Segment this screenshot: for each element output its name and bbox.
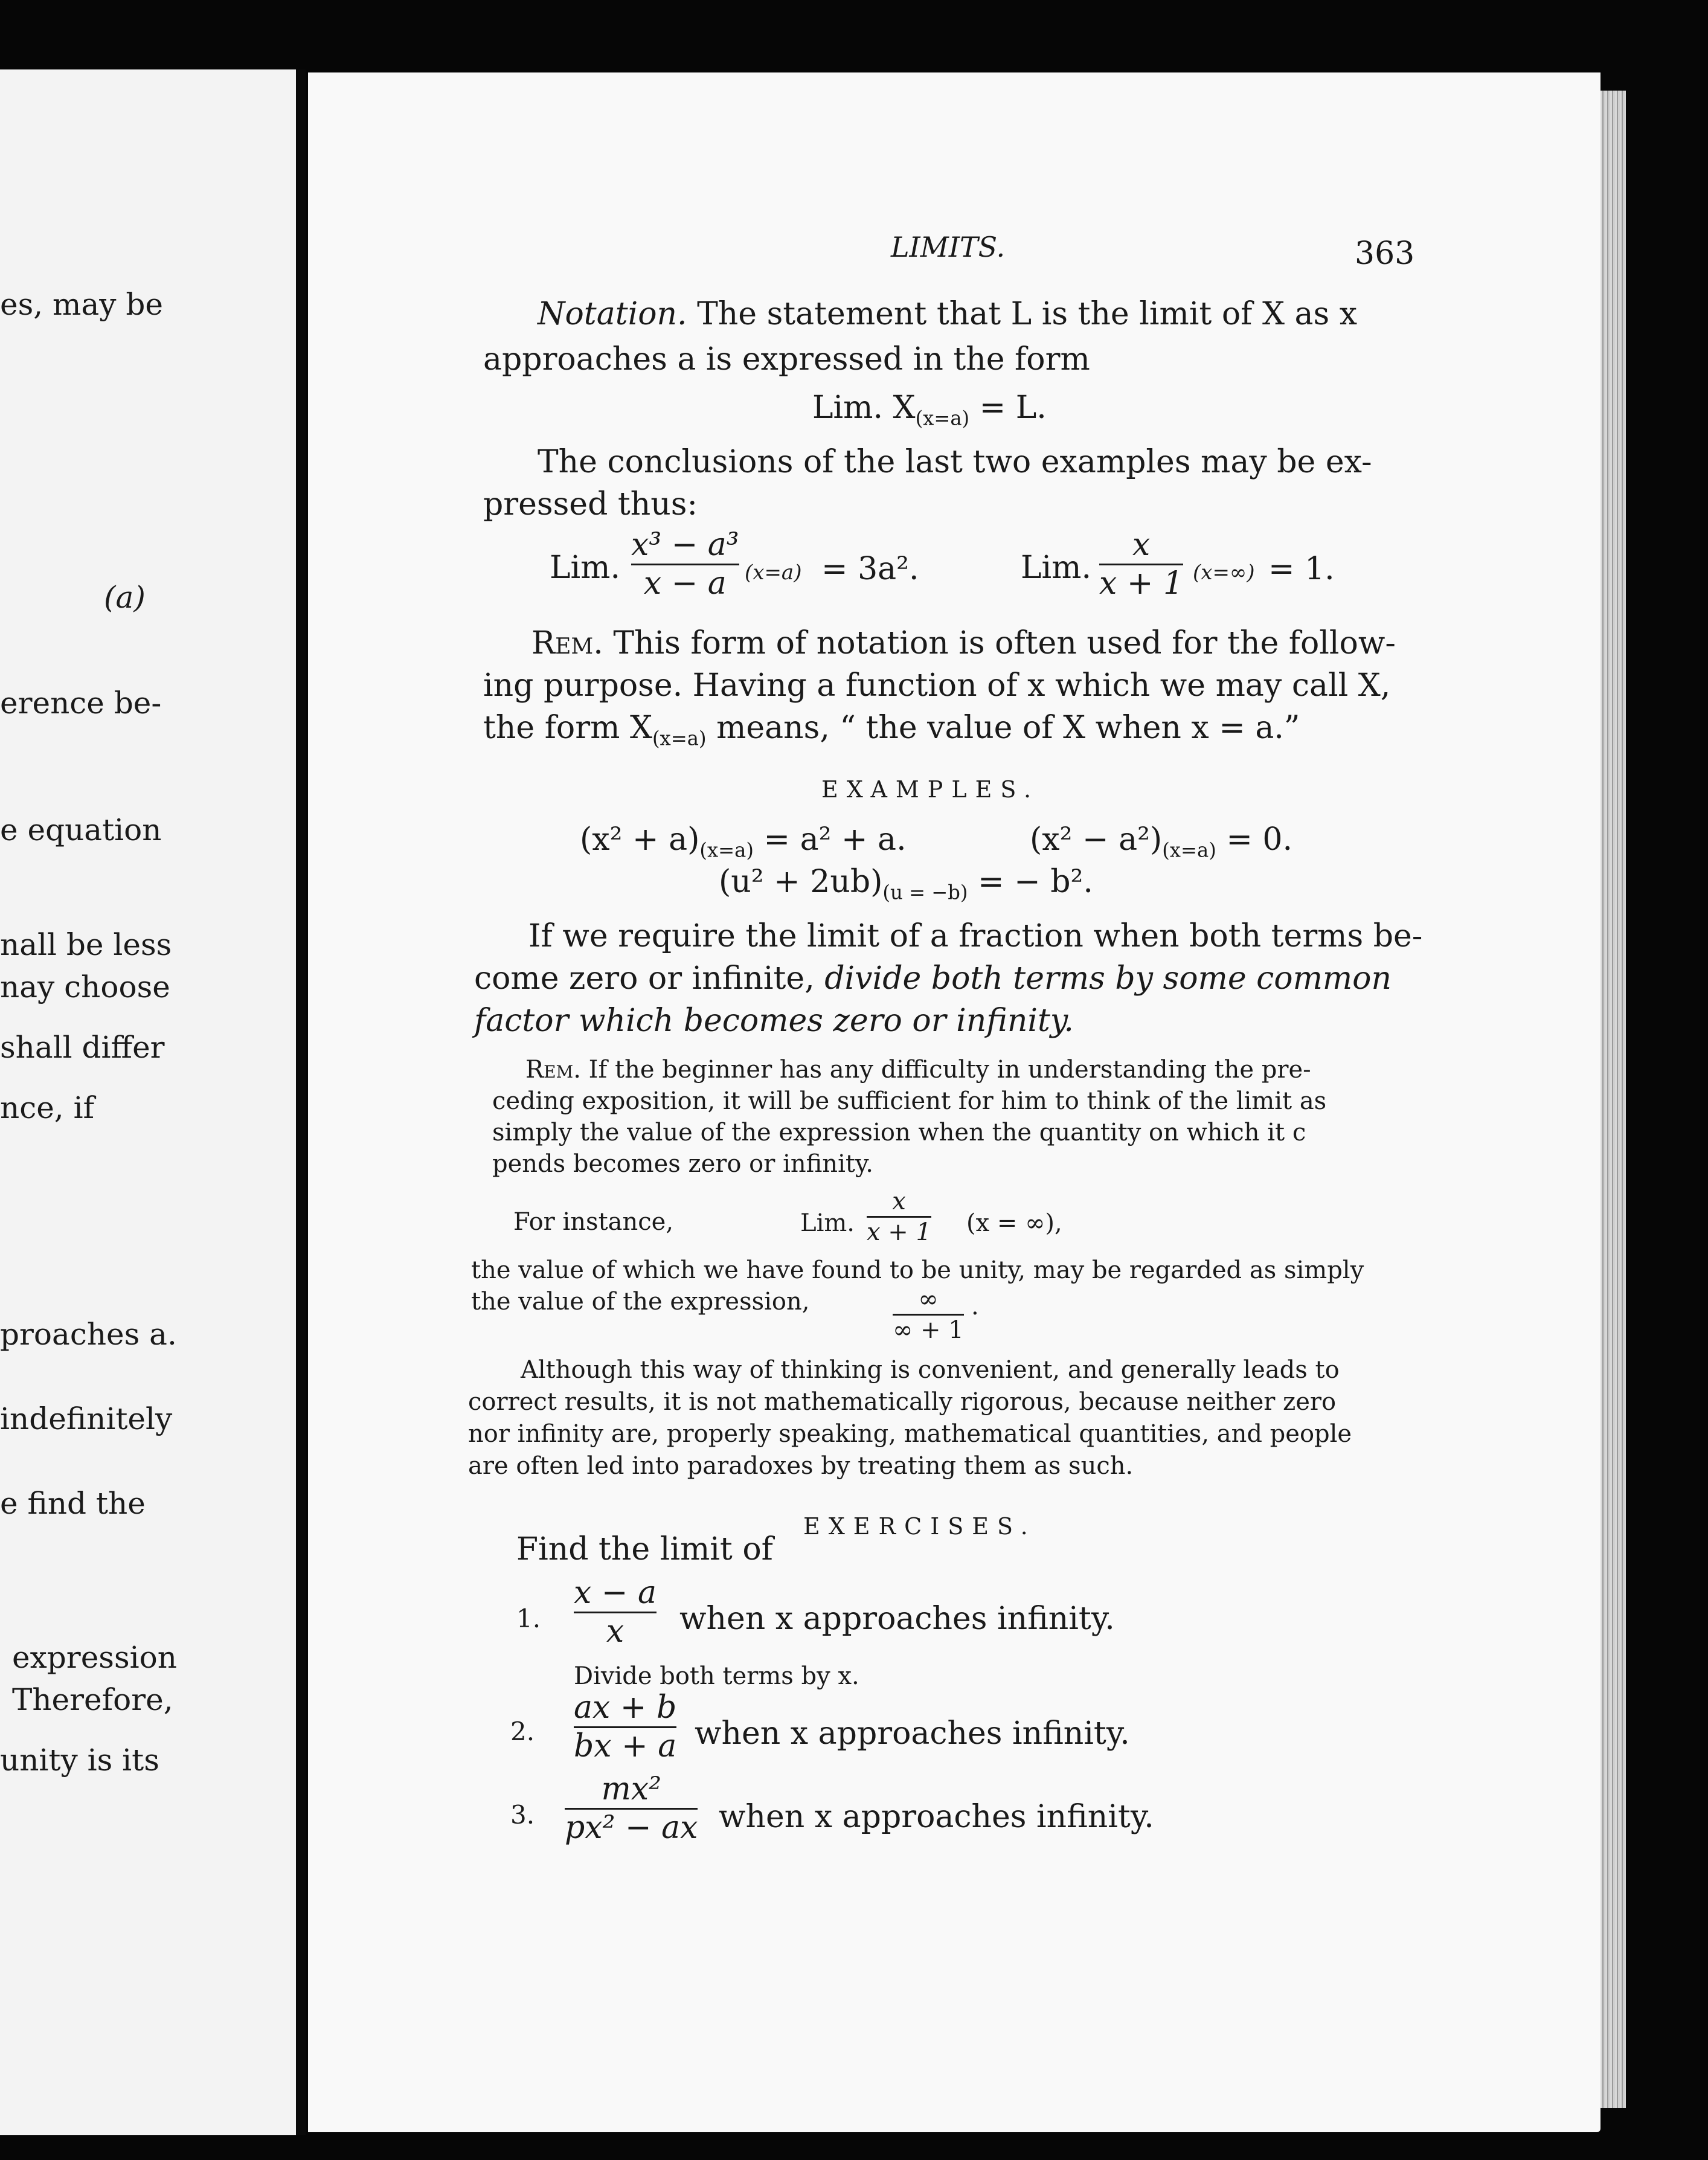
conclusions-line-2: pressed thus: xyxy=(483,486,698,522)
although-line-3: nor infinity are, properly speaking, mathematical quantities, and people xyxy=(468,1420,1352,1448)
left-line: nay choose xyxy=(0,969,170,1004)
fraction-denominator: x + 1 xyxy=(867,1218,931,1246)
page-number: 363 xyxy=(1355,236,1415,272)
formula-lead: Lim. X xyxy=(812,390,916,426)
notation-lead: Notation. xyxy=(538,296,687,332)
left-page xyxy=(0,69,296,2135)
notation-line-1 xyxy=(538,296,1357,332)
conclusions-line-1: The conclusions of the last two examples may be ex- xyxy=(538,444,1372,480)
remark-sub: (x=a) xyxy=(652,727,707,750)
notation-line-2: approaches a is expressed in the form xyxy=(483,341,1090,378)
example-expr: (x² − a²) xyxy=(1030,821,1163,858)
fraction-1 xyxy=(631,529,739,600)
fraction-denominator: x + 1 xyxy=(1099,565,1184,602)
fraction-numerator: x xyxy=(892,1188,906,1215)
instance-end: . xyxy=(971,1293,979,1320)
exercises-heading: EXERCISES. xyxy=(803,1513,1036,1540)
exercise-number: 2. xyxy=(510,1717,535,1746)
example-result: = − b². xyxy=(978,864,1093,900)
fraction-numerator: x³ − a³ xyxy=(631,527,739,563)
instance-expression xyxy=(893,1287,964,1343)
exercise-fraction xyxy=(565,1773,698,1844)
lim-condition-1: (x=a) xyxy=(745,561,802,585)
left-line: unity is its xyxy=(0,1743,159,1778)
fraction-numerator: mx² xyxy=(601,1771,661,1807)
exercise-number: 1. xyxy=(516,1604,541,1633)
example-expr: (x² + a) xyxy=(580,821,700,858)
exercise-text: when x approaches infinity. xyxy=(679,1601,1115,1637)
remark1-line-3 xyxy=(483,710,1300,750)
example-expr: (u² + 2ub) xyxy=(719,864,883,900)
rule-line-2 xyxy=(474,960,1392,997)
instance-line-3: the value of the expression, xyxy=(471,1288,810,1316)
remark-text: This form of notation is often used for the follow- xyxy=(613,625,1396,661)
rule-line-3: factor which becomes zero or infinity. xyxy=(474,1003,1074,1039)
remark1-line-1 xyxy=(531,625,1396,661)
rule-line-1: If we require the limit of a fraction when both terms be- xyxy=(528,918,1423,954)
example-3 xyxy=(719,864,1093,904)
although-line-1: Although this way of thinking is convenient, and generally leads to xyxy=(521,1356,1340,1384)
exercise-fraction xyxy=(574,1577,657,1648)
fraction-numerator: ax + b xyxy=(574,1689,677,1726)
fraction-2 xyxy=(1099,529,1183,600)
remark-lead: Rem. xyxy=(531,625,603,661)
example-sub: (x=a) xyxy=(1162,838,1216,862)
instance-condition: (x = ∞), xyxy=(966,1209,1062,1237)
exercise-hint: Divide both terms by x. xyxy=(574,1662,859,1690)
fraction-denominator: bx + a xyxy=(574,1728,677,1764)
lim-result-2: = 1. xyxy=(1268,551,1335,587)
lim-condition-2: (x=∞) xyxy=(1193,561,1255,585)
examples-heading: EXAMPLES. xyxy=(821,776,1040,803)
remark2-line-3: simply the value of the expression when the quantity on which it c xyxy=(492,1119,1306,1146)
fraction-denominator: x xyxy=(606,1613,624,1650)
lim-label-2: Lim. xyxy=(1021,550,1091,586)
lim-label-1: Lim. xyxy=(550,550,620,586)
remark-lead: Rem. xyxy=(525,1056,581,1084)
remark2-line-1 xyxy=(525,1056,1311,1084)
fraction-numerator: x − a xyxy=(574,1575,657,1611)
fraction-numerator: x xyxy=(1132,527,1151,563)
fraction-denominator: ∞ + 1 xyxy=(893,1316,964,1344)
left-line: shall differ xyxy=(0,1030,165,1065)
left-line: es, may be xyxy=(0,287,163,322)
remark2-line-2: ceding exposition, it will be sufficient for him to think of the limit as xyxy=(492,1087,1327,1115)
fraction-bar xyxy=(893,1314,964,1316)
left-line: erence be- xyxy=(0,686,162,721)
fraction-numerator: ∞ xyxy=(918,1285,939,1313)
rule-text: come zero or infinite, xyxy=(474,960,815,997)
formula-rest: = L. xyxy=(979,390,1047,426)
exercise-number: 3. xyxy=(510,1800,535,1830)
book-gutter xyxy=(296,69,306,2135)
rule-emphasis: divide both terms by some common xyxy=(824,960,1392,997)
instance-line-2: the value of which we have found to be unity, may be regarded as simply xyxy=(471,1256,1364,1284)
instance-fraction xyxy=(867,1189,931,1245)
example-result: = 0. xyxy=(1226,821,1293,858)
exercises-intro: Find the limit of xyxy=(516,1531,773,1567)
left-line: e find the xyxy=(0,1486,146,1521)
example-1 xyxy=(580,821,907,861)
remark2-line-4: pends becomes zero or infinity. xyxy=(492,1150,873,1178)
right-page xyxy=(308,72,1600,2132)
left-line: indefinitely xyxy=(0,1401,173,1436)
fraction-denominator: x − a xyxy=(643,565,727,602)
fraction-bar xyxy=(867,1216,931,1218)
example-result: = a² + a. xyxy=(763,821,907,858)
instance-lead: For instance, xyxy=(513,1208,674,1236)
exercise-fraction xyxy=(574,1691,676,1763)
notation-text: The statement that L is the limit of X as x xyxy=(697,296,1358,332)
remark-text: means, “ the value of X when x = a.” xyxy=(716,710,1300,746)
running-title: LIMITS. xyxy=(891,231,1006,263)
left-line: Therefore, xyxy=(12,1682,173,1717)
lim-result-1: = 3a². xyxy=(821,551,919,587)
fraction-denominator: px² − ax xyxy=(565,1809,698,1846)
example-2 xyxy=(1030,821,1292,861)
formula-sub: (x=a) xyxy=(915,407,970,430)
left-line: expression xyxy=(12,1640,177,1675)
left-line: nce, if xyxy=(0,1090,95,1125)
although-line-2: correct results, it is not mathematically rigorous, because neither zero xyxy=(468,1388,1337,1416)
notation-formula xyxy=(812,390,1047,429)
remark1-line-2: ing purpose. Having a function of x which we may call X, xyxy=(483,667,1391,704)
example-sub: (u = −b) xyxy=(882,881,968,904)
left-line: e equation xyxy=(0,812,162,847)
remark-text: If the beginner has any difficulty in understanding the pre- xyxy=(588,1056,1311,1084)
left-line: (a) xyxy=(104,580,146,615)
page-edges xyxy=(1600,91,1626,2108)
exercise-text: when x approaches infinity. xyxy=(695,1715,1130,1752)
although-line-4: are often led into paradoxes by treating them as such. xyxy=(468,1452,1134,1480)
example-sub: (x=a) xyxy=(699,838,754,862)
remark-text: the form X xyxy=(483,710,652,746)
exercise-text: when x approaches infinity. xyxy=(719,1799,1154,1835)
instance-lim: Lim. xyxy=(800,1209,855,1237)
left-line: proaches a. xyxy=(0,1317,177,1352)
left-line: nall be less xyxy=(0,927,172,962)
